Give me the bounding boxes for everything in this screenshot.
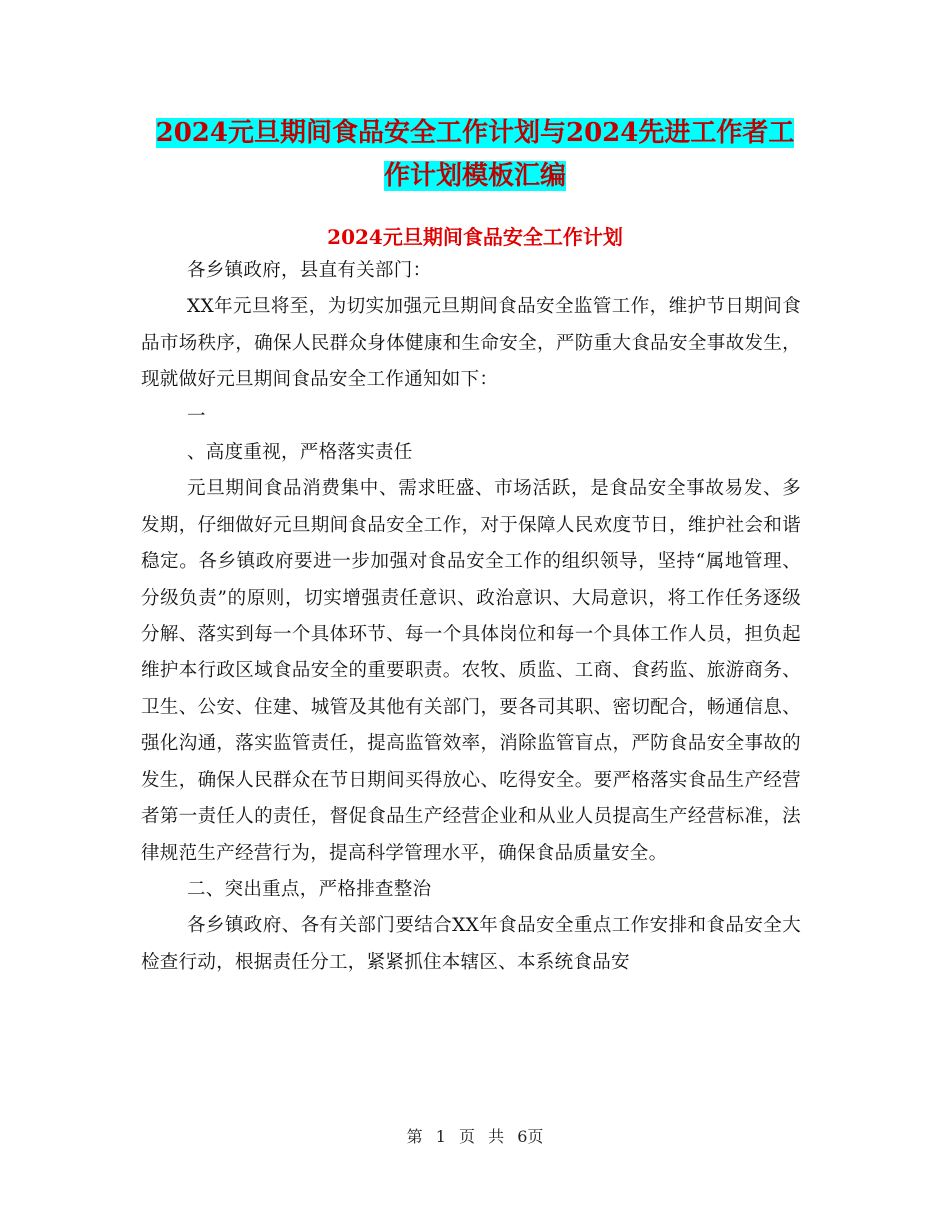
paragraph-section-body: 元旦期间食品消费集中、需求旺盛、市场活跃，是食品安全事故易发、多发期，仔细做好元旦期间食品安全工作，对于保障人民欢度节日，维护社会和谐稳定。各乡镇政府要进一步加强对食品安全工作的组织领导，坚持“属地管理、分级负责”的原则，切实增强责任意识、政治意识、大局意识，将工作任务逐级分解、落实到每一个具体环节、每一个具体岗位和每一个具体工作人员，担负起维护本行政区域食品安全的重要职责。农牧、质监、工商、食药监、旅游商务、卫生、公安、住建、城管及其他有关部门，要各司其职、密切配合，畅通信息、强化沟通，落实监管责任，提高监管效率，消除监管盲点，严防食品安全事故的发生，确保人民群众在节日期间买得放心、吃得安全。要严格落实食品生产经营者第一责任人的责任，督促食品生产经营企业和从业人员提高生产经营标准，法律规范生产经营行为，提高科学管理水平，确保食品质量安全。 bbox=[141, 478, 801, 864]
footer-page-word: 页 bbox=[458, 1127, 475, 1146]
document-body bbox=[141, 253, 801, 981]
paragraph-salutation: 各乡镇政府，县直有关部门： bbox=[187, 260, 432, 281]
page-footer bbox=[0, 1126, 950, 1148]
title-line-2: 作计划模板汇编 bbox=[383, 161, 566, 191]
paragraph-section-heading: 二、突出重点，严格排查整治 bbox=[187, 878, 432, 900]
paragraph-section-heading: 、高度重视，严格落实责任 bbox=[187, 442, 413, 464]
paragraph-section-body: 各乡镇政府、各有关部门要结合XX年食品安全重点工作安排和食品安全大检查行动，根据责任分工，紧紧抓住本辖区、本系统食品安 bbox=[141, 915, 801, 973]
footer-total-prefix: 共 bbox=[488, 1127, 505, 1146]
paragraph-intro: XX年元旦将至，为切实加强元旦期间食品安全监管工作，维护节日期间食品市场秩序，确保人民群众身体健康和生命安全，严防重大食品安全事故发生，现就做好元旦期间食品安全工作通知如下： bbox=[141, 296, 801, 391]
document-title bbox=[0, 112, 950, 198]
title-line-1: 2024元旦期间食品安全工作计划与2024先进工作者工 bbox=[155, 118, 795, 148]
section-title: 2024元旦期间食品安全工作计划 bbox=[327, 225, 623, 249]
paragraph-section-number: 一 bbox=[187, 405, 206, 427]
footer-page-number: 1 bbox=[435, 1127, 446, 1146]
footer-prefix: 第 bbox=[406, 1127, 423, 1146]
footer-total-pages: 6页 bbox=[517, 1127, 544, 1146]
